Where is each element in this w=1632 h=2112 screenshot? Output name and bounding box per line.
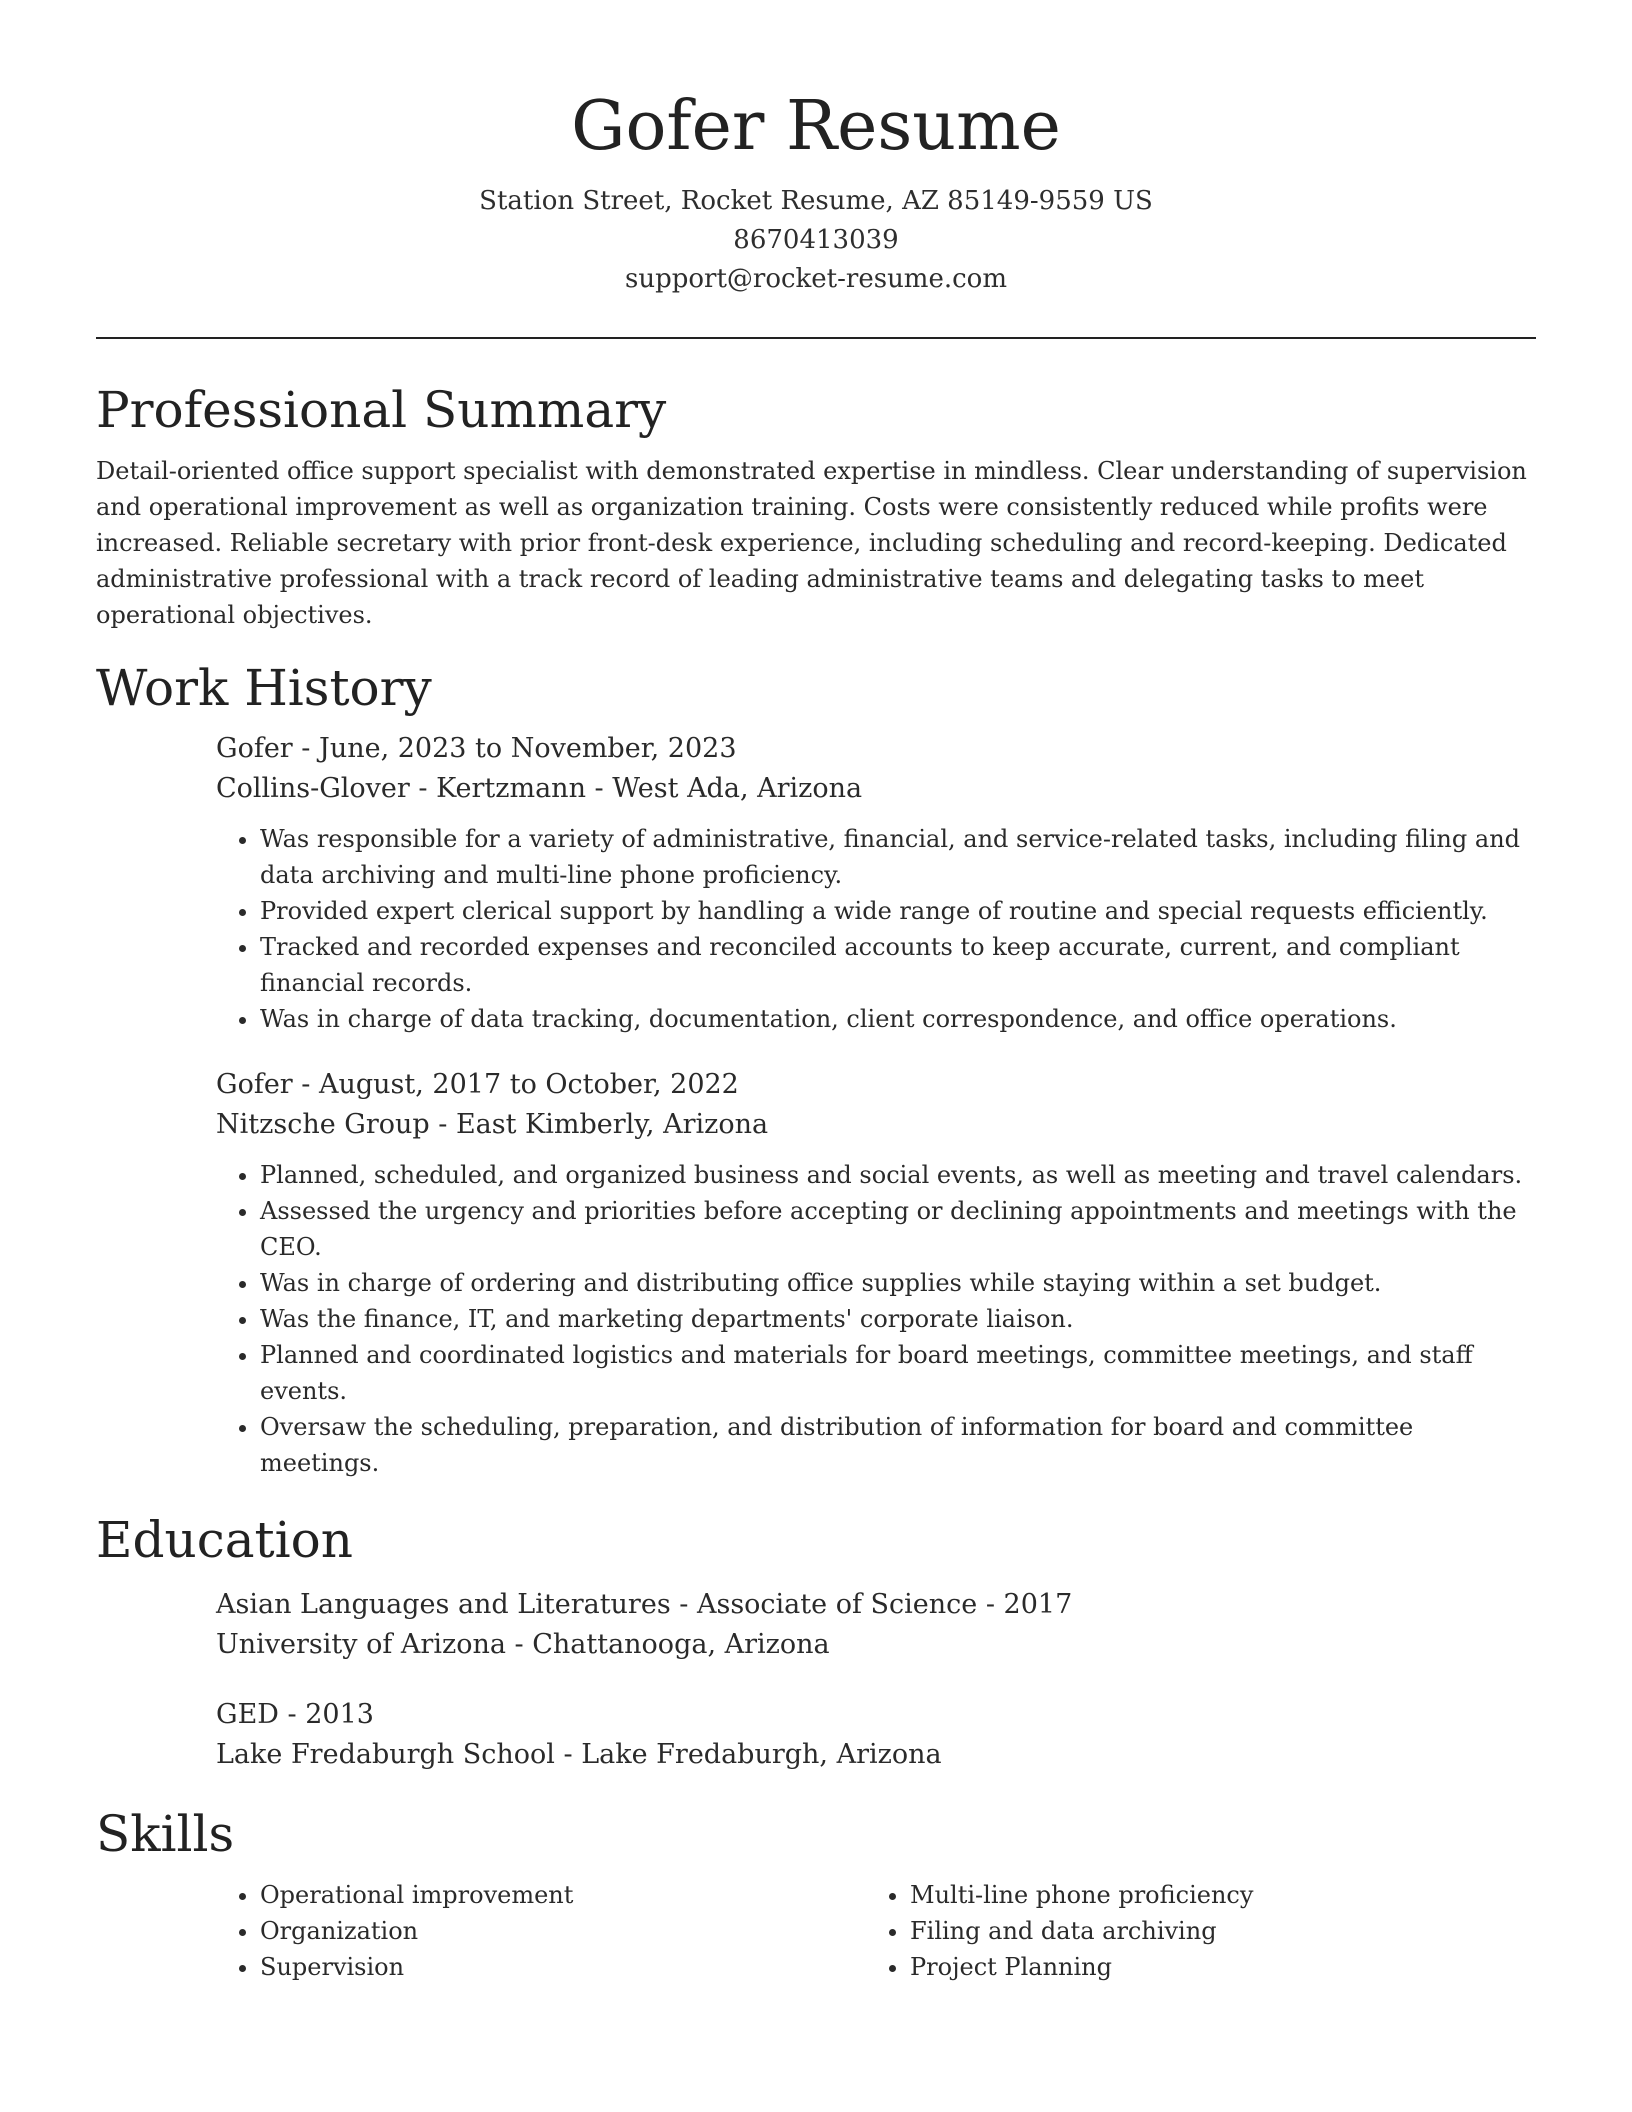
job-title-dates: Gofer - August, 2017 to October, 2022	[216, 1069, 739, 1100]
job-company-location: Nitzsche Group - East Kimberly, Arizona	[216, 1109, 769, 1140]
job-duties-list	[216, 821, 1536, 1037]
skills-grid	[216, 1877, 1536, 1985]
contact-info	[96, 182, 1536, 299]
skill-item: • Multi-line phone proficiency	[910, 1877, 1516, 1913]
job-entry	[216, 1065, 1536, 1481]
contact-address: Station Street, Rocket Resume, AZ 85149-9559 US	[479, 186, 1153, 216]
education-school: University of Arizona - Chattanooga, Arizona	[216, 1629, 830, 1660]
job-duty-item: • Tracked and recorded expenses and reconciled accounts to keep accurate, current, and compliant financial records.	[260, 929, 1536, 1001]
work-history-section	[96, 657, 1536, 1481]
job-duty-item: • Planned and coordinated logistics and materials for board meetings, committee meetings, and staff events.	[260, 1337, 1536, 1409]
job-duty-item: • Assessed the urgency and priorities before accepting or declining appointments and meetings with the CEO.	[260, 1193, 1536, 1265]
education-heading: Education	[96, 1511, 353, 1569]
skills-column-left	[216, 1877, 866, 1985]
skill-item: • Organization	[260, 1913, 866, 1949]
summary-section	[96, 379, 1536, 633]
job-duty-item: • Oversaw the scheduling, preparation, and distribution of information for board and committee meetings.	[260, 1409, 1536, 1481]
summary-heading: Professional Summary	[96, 381, 667, 439]
education-degree: Asian Languages and Literatures - Associate of Science - 2017	[216, 1589, 1073, 1620]
skills-column-right	[866, 1877, 1516, 1985]
job-duties-list	[216, 1157, 1536, 1481]
candidate-name: Gofer Resume	[571, 87, 1061, 166]
job-duty-item: • Was in charge of ordering and distributing office supplies while staying within a set budget.	[260, 1265, 1536, 1301]
job-entry	[216, 729, 1536, 1037]
education-section	[96, 1509, 1536, 1775]
job-duty-item: • Was responsible for a variety of administrative, financial, and service-related tasks, including filing and data archiving and multi-line phone proficiency.	[260, 821, 1536, 893]
resume-page	[96, 0, 1536, 1985]
job-title-dates: Gofer - June, 2023 to November, 2023	[216, 733, 737, 764]
job-company-location: Collins-Glover - Kertzmann - West Ada, Arizona	[216, 773, 863, 804]
skills-list	[866, 1877, 1516, 1985]
job-duty-item: • Planned, scheduled, and organized business and social events, as well as meeting and travel calendars.	[260, 1157, 1536, 1193]
skill-item: • Filing and data archiving	[910, 1913, 1516, 1949]
education-entry	[216, 1695, 1536, 1775]
skill-item: • Operational improvement	[260, 1877, 866, 1913]
job-duty-item: • Was the finance, IT, and marketing departments' corporate liaison.	[260, 1301, 1536, 1337]
job-duty-item: • Was in charge of data tracking, documentation, client correspondence, and office operations.	[260, 1001, 1536, 1037]
contact-email: support@rocket-resume.com	[624, 264, 1007, 294]
skills-section	[96, 1803, 1536, 1985]
education-school: Lake Fredaburgh School - Lake Fredaburgh, Arizona	[216, 1739, 942, 1770]
work-history-heading: Work History	[96, 659, 432, 717]
contact-phone: 8670413039	[733, 225, 899, 255]
job-duty-item: • Provided expert clerical support by handling a wide range of routine and special requests efficiently.	[260, 893, 1536, 929]
skill-item: • Project Planning	[910, 1949, 1516, 1985]
education-degree: GED - 2013	[216, 1699, 374, 1730]
header-divider	[96, 337, 1536, 339]
skills-heading: Skills	[96, 1805, 235, 1863]
skills-list	[216, 1877, 866, 1985]
resume-header	[96, 0, 1536, 299]
summary-text: Detail-oriented office support specialist with demonstrated expertise in mindless. Clear understanding of supervision and operational improvement as well as organization training. Costs were consistently reduced while profits were increased. Reliable secretary with prior front-desk experience, including scheduling and record-keeping. Dedicated administrative professional with a track record of leading administrative teams and delegating tasks to meet operational objectives.	[96, 457, 1527, 629]
education-entry	[216, 1585, 1536, 1665]
skill-item: • Supervision	[260, 1949, 866, 1985]
